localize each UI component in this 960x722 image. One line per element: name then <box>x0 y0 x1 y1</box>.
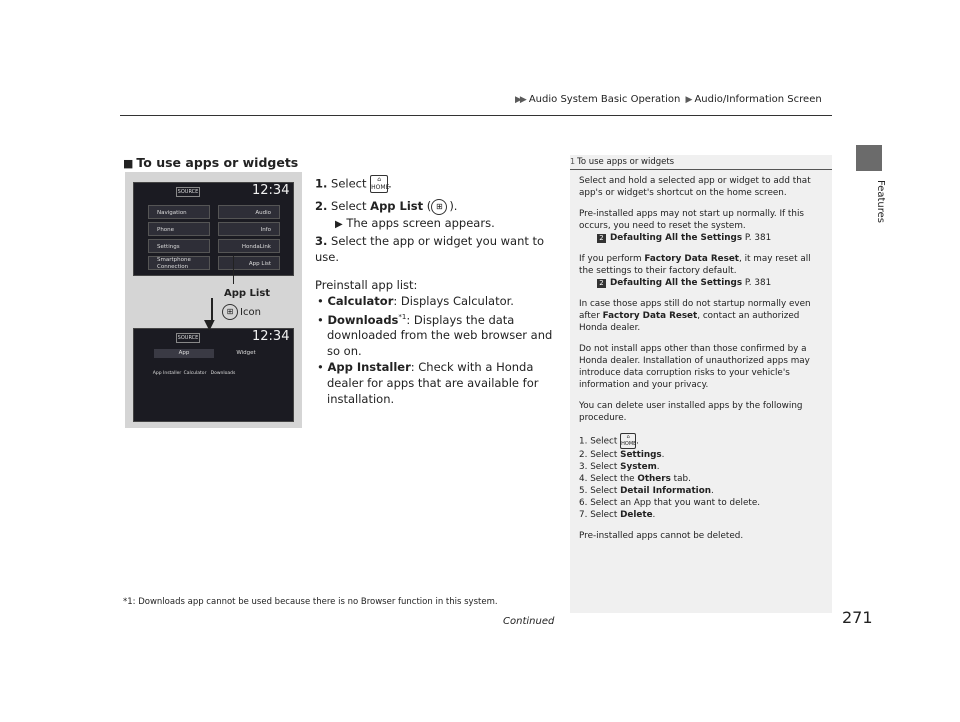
source-button: SOURCE <box>177 335 199 341</box>
note-text: , it may reset all the settings to their factory default. <box>579 254 811 276</box>
calculator-item: Calculator <box>183 371 207 376</box>
step-text: Select <box>331 199 367 213</box>
procedure-text: 3. Select <box>579 462 621 472</box>
procedure-text: 2. Select <box>579 450 621 460</box>
procedure-step: 3. Select System. <box>579 462 660 472</box>
list-item: • App Installer: Check with a Honda dealer for apps that are available for installation. <box>317 360 539 407</box>
preinstall-intro: Preinstall app list: <box>315 277 418 292</box>
procedure-bold: Others <box>637 474 671 484</box>
step-2: 2. Select App List ( ⊞ ). <box>315 199 458 213</box>
step-result-text: The apps screen appears. <box>346 215 495 230</box>
note-paragraph <box>579 298 827 334</box>
section-title <box>123 155 298 170</box>
result-arrow-icon: ▶ <box>335 218 343 230</box>
app-installer-item: App Installer <box>152 371 182 376</box>
reference-icon: 2 <box>597 234 606 243</box>
clock: 12:34 <box>252 183 290 198</box>
step-number: 2. <box>315 199 328 213</box>
tile-smartphone-connection: Smartphone Connection <box>148 256 210 270</box>
note-bold: Factory Data Reset <box>644 254 739 264</box>
step-1: 1. Select ⌂ HOME. <box>315 176 392 191</box>
breadcrumb <box>515 94 822 105</box>
breadcrumb-arrow-icon: ▶ <box>685 95 691 105</box>
callout-icon-text: Icon <box>240 307 261 318</box>
app-list-icon: ⊞ <box>431 199 447 215</box>
callout-label: App List <box>224 288 271 299</box>
procedure-text: tab. <box>670 474 691 484</box>
section-tab-marker <box>856 145 882 171</box>
reference-title: Defaulting All the Settings <box>610 233 743 243</box>
tile-audio: Audio <box>218 205 280 219</box>
note-text: Pre-installed apps may not start up normally. If this occurs, you need to reset the system. <box>579 209 804 231</box>
square-bullet-icon: ■ <box>123 157 134 170</box>
page-number: 271 <box>842 608 873 627</box>
procedure-bold: Delete <box>620 510 653 520</box>
down-arrow-icon: ▼ <box>204 317 215 333</box>
procedure-step: 2. Select Settings. <box>579 450 665 460</box>
cross-reference[interactable] <box>579 277 827 289</box>
breadcrumb-item: Audio/Information Screen <box>694 94 822 105</box>
app-list-icon: ⊞ <box>222 304 238 320</box>
note-text: , contact an authorized Honda dealer. <box>579 311 800 333</box>
tile-app-list: App List <box>218 256 280 270</box>
callout-line <box>233 256 234 284</box>
procedure-list <box>579 433 827 521</box>
reference-page: P. 381 <box>744 278 772 288</box>
tab-app: App <box>154 349 214 358</box>
sidebar-body <box>579 175 827 551</box>
list-item: • Downloads$^{*1}$: Displays the data downloaded from the web browser and so on. <box>317 312 553 359</box>
header-rule <box>120 115 832 116</box>
note-paragraph <box>579 253 827 289</box>
tile-navigation: Navigation <box>148 205 210 219</box>
breadcrumb-arrow-icon: ▶▶ <box>515 95 525 105</box>
step-number: 1. <box>315 176 328 191</box>
procedure-text: 1. Select <box>579 436 618 447</box>
footnote-ref: *1 <box>398 312 407 321</box>
footnote: *1: Downloads app cannot be used because there is no Browser function in this system. <box>123 597 498 607</box>
home-screen-image <box>133 182 294 276</box>
procedure-step: 5. Select Detail Information. <box>579 486 714 496</box>
step-2-result <box>315 215 560 233</box>
tab-widget: Widget <box>236 350 256 356</box>
sidebar-title <box>570 155 832 170</box>
tile-settings: Settings <box>148 239 210 253</box>
note-marker-icon: 1 <box>570 157 576 166</box>
note-text: If you perform <box>579 254 645 264</box>
section-title-text: To use apps or widgets <box>136 155 299 170</box>
procedure-bold: System <box>620 462 657 472</box>
tile-info: Info <box>218 222 280 236</box>
sidebar-notes <box>570 155 832 613</box>
reference-icon: 2 <box>597 279 606 288</box>
procedure-step: 1. Select ⌂ HOME. <box>579 434 639 447</box>
list-item-desc: : Check with a Honda dealer for apps that are available for installation. <box>327 360 539 407</box>
cross-reference[interactable] <box>579 232 827 244</box>
procedure-text: 7. Select <box>579 510 621 520</box>
note-paragraph: Select and hold a selected app or widget to add that app's or widget's shortcut on the home screen. <box>579 176 811 198</box>
procedure-step <box>579 473 827 485</box>
app-screen-image <box>133 328 294 422</box>
procedure-text: 4. Select the <box>579 474 638 484</box>
list-item-name: Downloads <box>327 312 399 327</box>
clock: 12:34 <box>252 329 290 344</box>
list-item-name: Calculator <box>327 293 394 308</box>
note-bold: Factory Data Reset <box>602 311 698 321</box>
procedure-bold: Settings <box>620 450 662 460</box>
procedure-bold: Detail Information <box>620 486 712 496</box>
tile-phone: Phone <box>148 222 210 236</box>
downloads-item: Downloads <box>210 371 236 376</box>
tile-hondalink: HondaLink <box>218 239 280 253</box>
callout-icon-label <box>222 304 261 320</box>
continued-label: Continued <box>503 616 555 627</box>
step-text: Select <box>331 176 367 191</box>
procedure-text: 5. Select <box>579 486 621 496</box>
step-number: 3. <box>315 233 328 248</box>
list-item: • Calculator: Displays Calculator. <box>317 293 514 308</box>
note-paragraph: You can delete user installed apps by the following procedure. <box>579 401 803 423</box>
list-item-desc: : Displays the data downloaded from the web browser and so on. <box>327 312 553 359</box>
source-button: SOURCE <box>177 189 199 195</box>
note-paragraph: Do not install apps other than those confirmed by a Honda dealer. Installation of unauthorized apps may introduce data corruption risks to your vehicle's information and your privacy. <box>579 344 810 390</box>
main-content <box>315 175 560 407</box>
screen-figure <box>125 172 302 428</box>
step-3 <box>315 233 560 265</box>
reference-title: Defaulting All the Settings <box>610 278 743 288</box>
note-text: In case those apps still do not startup normally even after <box>579 299 811 321</box>
sidebar-title-text: To use apps or widgets <box>577 157 675 167</box>
step-text: Select the app or widget you want to use. <box>315 233 545 264</box>
step-bold: App List <box>370 199 424 213</box>
breadcrumb-item: Audio System Basic Operation <box>528 94 681 105</box>
home-icon: ⌂ HOME <box>621 434 637 447</box>
home-icon: ⌂ HOME <box>371 176 390 191</box>
note-paragraph: Pre-installed apps cannot be deleted. <box>579 531 744 541</box>
list-item-desc: : Displays Calculator. <box>393 293 514 308</box>
list-item-name: App Installer <box>327 360 411 375</box>
note-paragraph <box>579 208 827 244</box>
procedure-step: 6. Select an App that you want to delete. <box>579 498 761 508</box>
reference-page: P. 381 <box>744 233 772 243</box>
side-tab-label: Features <box>875 180 886 223</box>
procedure-step: 7. Select Delete. <box>579 510 656 520</box>
